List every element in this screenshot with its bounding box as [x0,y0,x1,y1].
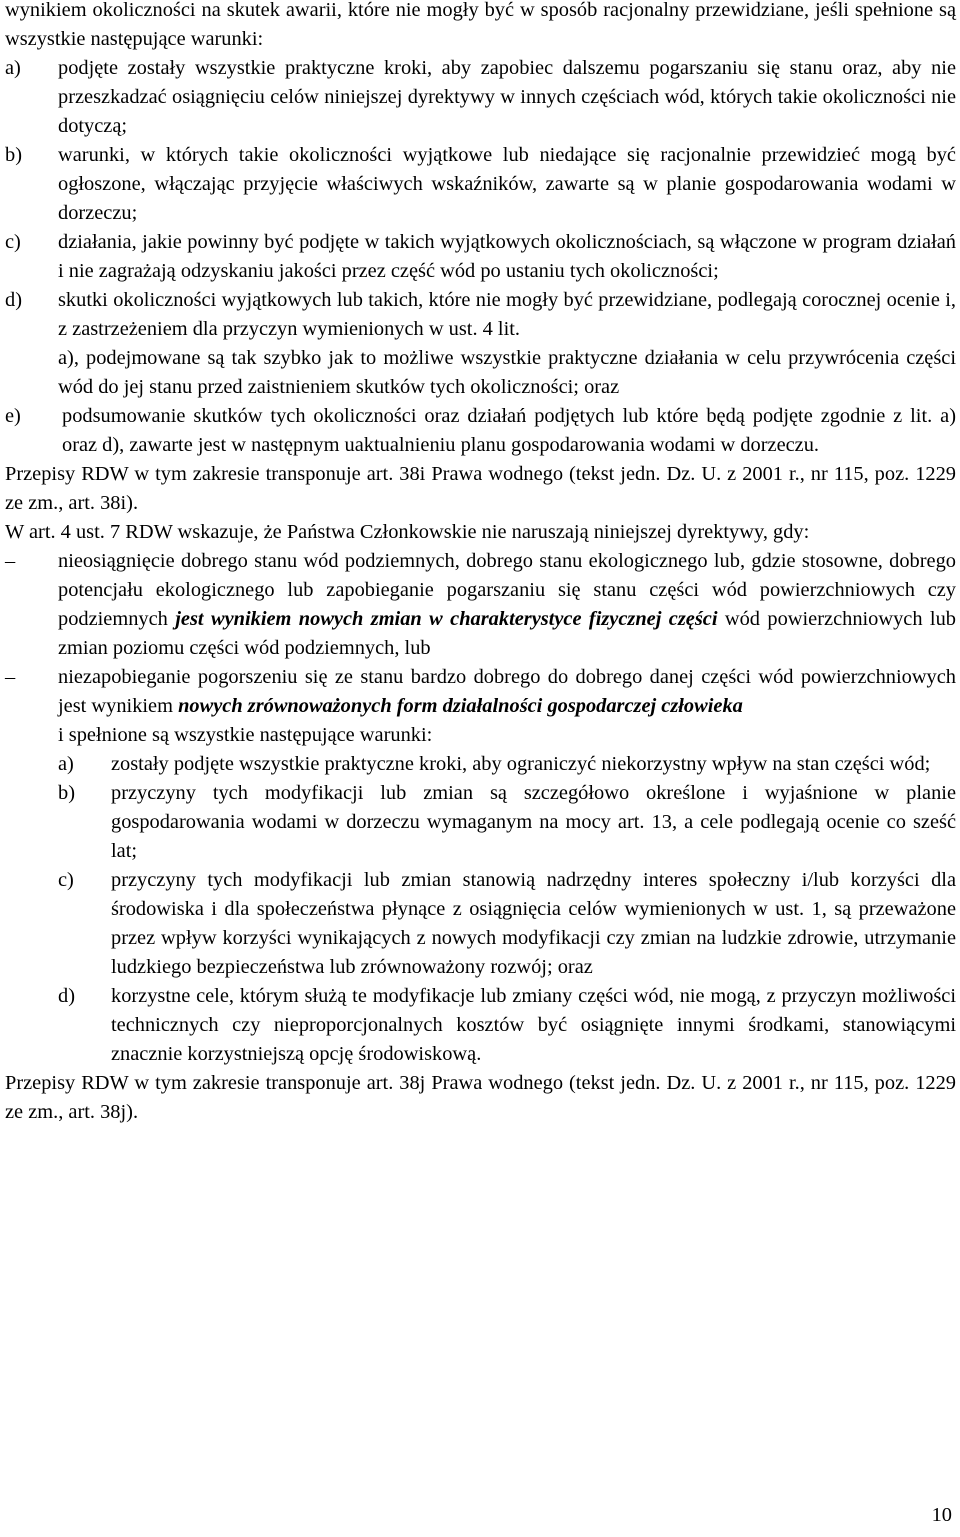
list-item-label: a) [5,57,21,79]
list-item-label: b) [5,144,22,166]
dash-text-emphasis: jest wynikiem nowych zmian w charakterystyce fizycznej części [175,608,718,630]
intro-paragraph: wynikiem okoliczności na skutek awarii, które nie mogły być w sposób racjonalny przewidziane, jeśli spełnione są wszystkie następujące warunki: [5,0,956,50]
dash-text-pre: nieosiągnięcie dobrego stanu wód podziemnych, dobrego stanu ekologicznego lub, gdzie stosowne, dobrego potencjału ekologicznego lub zapobieganie pogarszaniu się stanu części wód powierzchniowych czy podziemnych [58,550,956,630]
list-item-label: b) [58,782,75,804]
list-item [58,982,956,1069]
list-item-text: skutki okoliczności wyjątkowych lub takich, które nie mogły być przewidziane, podlegają corocznej ocenie i, z zastrzeżeniem dla przyczyn wymienionych w ust. 4 lit. [58,289,956,340]
list-item [5,54,956,141]
list-item [58,750,956,779]
list-item-text: zostały podjęte wszystkie praktyczne kroki, aby ograniczyć niekorzystny wpływ na stan części wód; [111,753,931,775]
list-item [5,141,956,228]
page-number: 10 [931,1504,952,1526]
list-item-label: d) [5,289,22,311]
list-item-label: d) [58,985,75,1007]
list-item-text: podjęte zostały wszystkie praktyczne kroki, aby zapobiec dalszemu pogarszaniu się stanu oraz, aby nie przeszkadzać osiągnięciu celów niniejszej dyrektywy w innych częściach wód, których takie okoliczności nie dotyczą; [58,57,956,137]
list-item [5,228,956,286]
list-item-text: działania, jakie powinny być podjęte w takich wyjątkowych okolicznościach, są włączone w program działań i nie zagrażają odzyskaniu jakości przez część wód po ustaniu tych okoliczności; [58,231,956,282]
conditions-intro: i spełnione są wszystkie następujące warunki: [58,724,433,746]
dash-text-emphasis: nowych zrównoważonych form działalności gospodarczej człowieka [178,695,743,717]
dash-text-pre: niezapobieganie pogorszeniu się ze stanu bardzo dobrego do dobrego danej części wód powierzchniowych jest wynikiem [58,666,956,717]
list-item-label: a) [58,753,74,775]
list-item [58,779,956,866]
conditions-list-2 [5,750,956,1069]
dash-item [5,547,956,663]
list-item [58,866,956,982]
dash-item-text [58,547,956,663]
list-item-text: przyczyny tych modyfikacji lub zmian stanowią nadrzędny interes społeczny i/lub korzyści dla środowiska i dla społeczeństwa płynące z osiągnięcia celów wymienionych w ust. 1, są przeważone przez wpływ korzyści wynikających z nowych modyfikacji czy zmian na ludzkie zdrowie, utrzymanie ludzkiego bezpieczeństwa lub zrównoważony rozwój; oraz [111,869,956,978]
dash-bullet: – [5,666,16,688]
dash-text-post: wód powierzchniowych lub zmian poziomu części wód podziemnych, lub [58,608,956,659]
article-paragraph: W art. 4 ust. 7 RDW wskazuje, że Państwa Członkowskie nie naruszają niniejszej dyrektywy, gdy: [5,521,810,543]
dash-item-text [58,663,956,721]
list-item-text: korzystne cele, którym służą te modyfikacje lub zmiany części wód, nie mogą, z przyczyn możliwości technicznych czy nieproporcjonalnych kosztów być osiągnięte innymi środkami, stanowiącymi znacznie korzystniejszą opcję środowiskową. [111,985,956,1065]
list-item-text: podsumowanie skutków tych okoliczności oraz działań podjętych lub które będą podjęte zgodnie z lit. a) oraz d), zawarte jest w następnym uaktualnieniu planu gospodarowania wodami w dorzeczu. [62,405,956,456]
dash-list [5,547,956,721]
list-item-text: warunki, w których takie okoliczności wyjątkowe lub niedające się racjonalnie przewidzieć mogą być ogłoszone, włączając przyjęcie właściwych wskaźników, zawarte są w planie gospodarowania wodami w dorzeczu; [58,144,956,224]
list-item [5,402,956,460]
dash-item [5,663,956,721]
list-item-continuation: a), podejmowane są tak szybko jak to możliwe wszystkie praktyczne działania w celu przywrócenia części wód do jej stanu przed zaistnieniem skutków tych okoliczności; oraz [58,347,956,398]
transposition-paragraph-38j: Przepisy RDW w tym zakresie transponuje art. 38j Prawa wodnego (tekst jedn. Dz. U. z 2001 r., nr 115, poz. 1229 ze zm., art. 38j). [5,1072,956,1123]
dash-bullet: – [5,550,16,572]
list-item [5,286,956,402]
document-page [5,0,956,1127]
list-item-text: przyczyny tych modyfikacji lub zmian są szczegółowo określone i wyjaśnione w planie gospodarowania wodami w dorzeczu wymaganym na mocy art. 13, a cele podlegają ocenie co sześć lat; [111,782,956,862]
conditions-list-1 [5,54,956,402]
transposition-paragraph-38i: Przepisy RDW w tym zakresie transponuje art. 38i Prawa wodnego (tekst jedn. Dz. U. z 2001 r., nr 115, poz. 1229 ze zm., art. 38i). [5,463,956,514]
list-item-label: e) [5,405,21,427]
list-item-label: c) [5,231,21,253]
list-item-label: c) [58,869,74,891]
